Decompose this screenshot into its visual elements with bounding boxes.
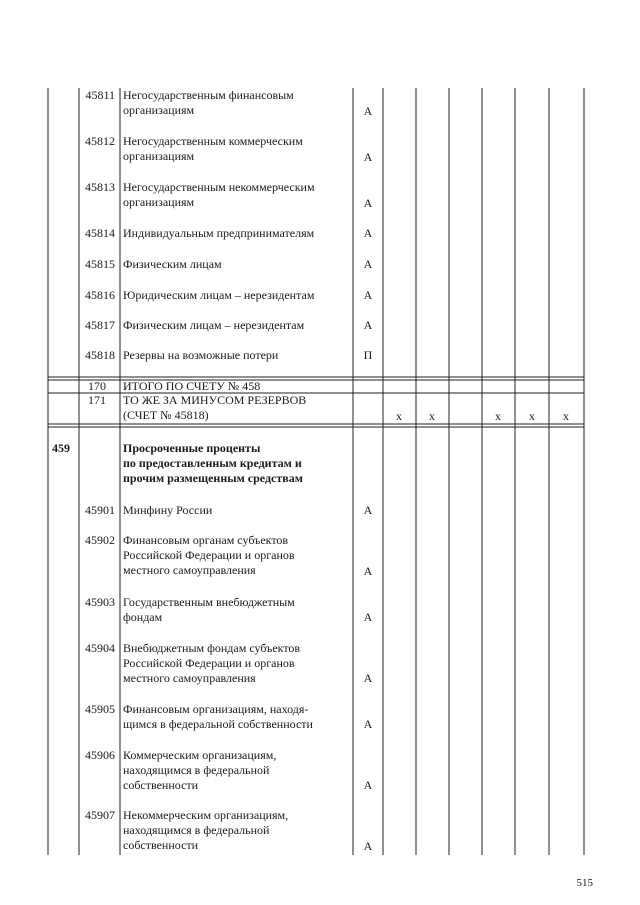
account-code: 45901 bbox=[85, 503, 115, 517]
account-name: организациям bbox=[123, 103, 195, 117]
account-name: организациям bbox=[123, 149, 195, 163]
not-applicable-mark: х bbox=[495, 409, 501, 423]
account-name: Негосударственным некоммерческим bbox=[123, 180, 315, 194]
account-type: А bbox=[363, 257, 373, 271]
total-code: 170 bbox=[88, 379, 106, 393]
account-title: по предоставленным кредитам и bbox=[123, 456, 302, 470]
account-name: собственности bbox=[123, 838, 199, 852]
account-name: Негосударственным финансовым bbox=[123, 88, 294, 102]
account-type: А bbox=[363, 671, 373, 685]
account-name: Российской Федерации и органов bbox=[123, 656, 295, 670]
not-applicable-mark: х bbox=[396, 409, 402, 423]
account-name: Внебюджетным фондам субъектов bbox=[123, 641, 301, 655]
page-number: 515 bbox=[576, 877, 593, 889]
account-code: 45816 bbox=[85, 288, 115, 302]
not-applicable-mark: х bbox=[429, 409, 435, 423]
account-name: местного самоуправления bbox=[123, 563, 256, 577]
account-code: 45905 bbox=[85, 702, 115, 716]
account-type: А bbox=[363, 564, 373, 578]
account-code: 45818 bbox=[85, 348, 115, 362]
account-name: организациям bbox=[123, 195, 195, 209]
account-name: местного самоуправления bbox=[123, 671, 256, 685]
account-name: собственности bbox=[123, 778, 199, 792]
account-name: находящимся в федеральной bbox=[123, 763, 270, 777]
account-code: 45817 bbox=[85, 318, 115, 332]
account-name: Российской Федерации и органов bbox=[123, 548, 295, 562]
account-name: Государственным внебюджетным bbox=[123, 595, 295, 609]
account-type: А bbox=[363, 288, 373, 302]
account-name: Финансовым органам субъектов bbox=[123, 533, 289, 547]
account-name: Индивидуальным предпринимателям bbox=[123, 226, 315, 240]
account-title: Просроченные проценты bbox=[123, 441, 261, 455]
account-code: 45815 bbox=[85, 257, 115, 271]
account-type: А bbox=[363, 226, 373, 240]
account-type: А bbox=[363, 503, 373, 517]
not-applicable-mark: х bbox=[529, 409, 535, 423]
account-type: А bbox=[363, 778, 373, 792]
account-code: 45902 bbox=[85, 533, 115, 547]
account-type: А bbox=[363, 150, 373, 164]
account-type: А bbox=[363, 717, 373, 731]
account-name: Минфину России bbox=[123, 503, 213, 517]
account-code: 45903 bbox=[85, 595, 115, 609]
account-type: А bbox=[363, 104, 373, 118]
account-name: Физическим лицам bbox=[123, 257, 222, 271]
account-code: 45813 bbox=[85, 180, 115, 194]
account-type: А bbox=[363, 839, 373, 853]
account-code: 45812 bbox=[85, 134, 115, 148]
account-name: Некоммерческим организациям, bbox=[123, 808, 289, 822]
account-name: фондам bbox=[123, 610, 163, 624]
account-number: 459 bbox=[52, 441, 70, 455]
account-title: прочим размещенным средствам bbox=[123, 471, 303, 485]
account-type: А bbox=[363, 610, 373, 624]
account-code: 45906 bbox=[85, 748, 115, 762]
account-type: А bbox=[363, 196, 373, 210]
account-code: 45907 bbox=[85, 808, 115, 822]
account-code: 45811 bbox=[85, 88, 115, 102]
account-code: 45904 bbox=[85, 641, 115, 655]
net-label: ТО ЖЕ ЗА МИНУСОМ РЕЗЕРВОВ bbox=[123, 393, 307, 407]
account-name: Негосударственным коммерческим bbox=[123, 134, 303, 148]
account-name: Коммерческим организациям, bbox=[123, 748, 277, 762]
account-name: находящимся в федеральной bbox=[123, 823, 270, 837]
net-label: (СЧЕТ № 45818) bbox=[123, 408, 209, 422]
account-type: А bbox=[363, 318, 373, 332]
account-name: Физическим лицам – нерезидентам bbox=[123, 318, 305, 332]
account-code: 45814 bbox=[85, 226, 115, 240]
account-type: П bbox=[363, 348, 373, 362]
total-label: ИТОГО ПО СЧЕТУ № 458 bbox=[123, 379, 261, 393]
account-name: Резервы на возможные потери bbox=[123, 348, 279, 362]
not-applicable-mark: х bbox=[563, 409, 569, 423]
account-name: щимся в федеральной собственности bbox=[123, 717, 313, 731]
net-code: 171 bbox=[88, 393, 106, 407]
account-name: Финансовым организациям, находя- bbox=[123, 702, 309, 716]
account-name: Юридическим лицам – нерезидентам bbox=[123, 288, 315, 302]
